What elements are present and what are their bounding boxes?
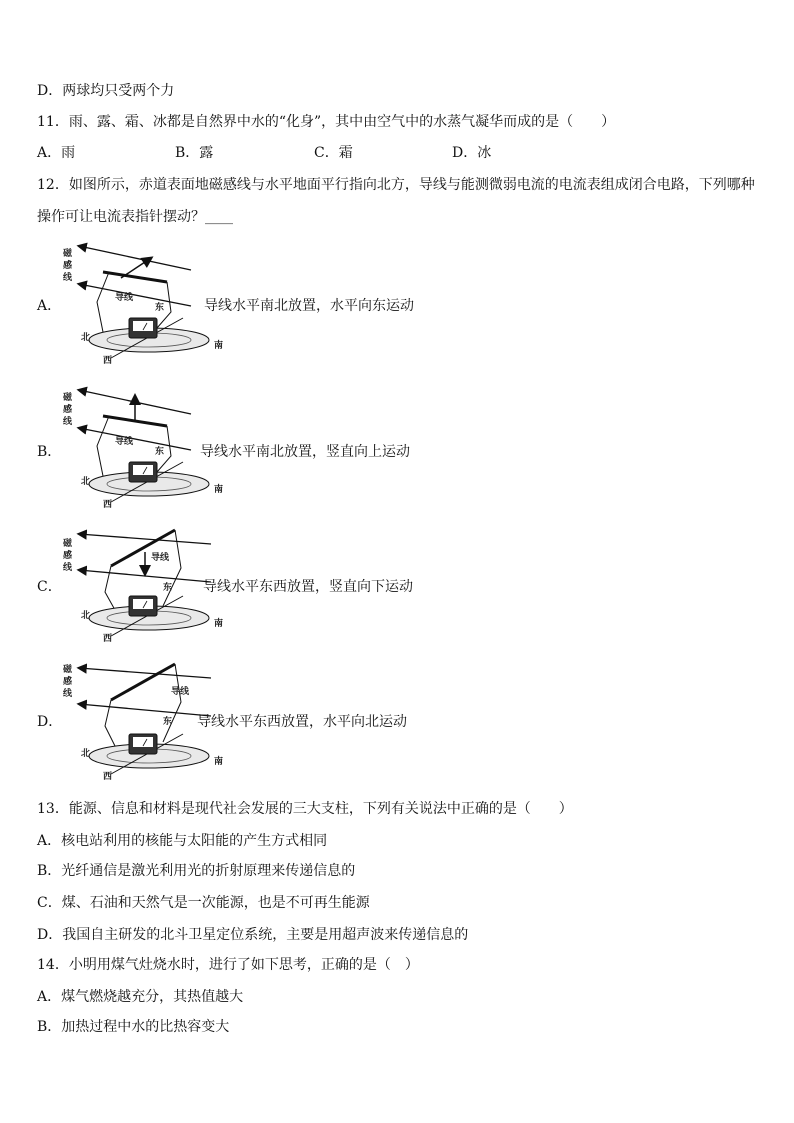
q11-stem: 11．雨、露、霜、冰都是自然界中水的“化身”，其中由空气中的水蒸气凝华而成的是（ ） — [37, 114, 616, 130]
west-label: 西 — [103, 772, 113, 782]
field-label-2: 感 — [63, 677, 73, 687]
ammeter-icon — [129, 596, 157, 616]
q11-option-b: B．露 — [175, 145, 214, 161]
wire-label: 导线 — [171, 687, 190, 697]
lead-wire-left — [97, 416, 109, 476]
q14-stem: 14．小明用煤气灶烧水时，进行了如下思考，正确的是（ ） — [37, 957, 419, 973]
q13-option-a: A．核电站利用的核能与太阳能的产生方式相同 — [37, 833, 328, 849]
field-label-1: 磁 — [63, 249, 73, 259]
q14-option-b: B．加热过程中水的比热容变大 — [37, 1019, 230, 1035]
field-label-3: 线 — [63, 563, 73, 573]
north-label: 北 — [81, 611, 91, 621]
ammeter-icon — [129, 734, 157, 754]
conductor-wire — [103, 272, 167, 282]
wire-label: 导线 — [115, 293, 134, 303]
q13-option-b: B．光纤通信是激光利用光的折射原理来传递信息的 — [37, 863, 356, 879]
field-label-1: 磁 — [63, 665, 73, 675]
q12-stem-line2: 操作可让电流表指针摆动？____ — [37, 209, 233, 225]
field-label-1: 磁 — [63, 393, 73, 403]
ammeter-icon — [129, 318, 157, 338]
ammeter-icon — [129, 462, 157, 482]
west-label: 西 — [103, 356, 113, 366]
q12-option-d-caption: 导线水平东西放置，水平向北运动 — [197, 714, 407, 730]
motion-arrow — [121, 258, 151, 278]
east-label: 东 — [155, 303, 165, 313]
field-label-3: 线 — [63, 417, 73, 427]
q12-option-b — [37, 386, 637, 511]
east-label: 东 — [163, 583, 173, 593]
q12-option-d-letter: D． — [37, 714, 63, 730]
q13-option-c: C．煤、石油和天然气是一次能源，也是不可再生能源 — [37, 895, 370, 911]
q12-option-b-letter: B． — [37, 444, 62, 460]
q13-stem: 13．能源、信息和材料是现代社会发展的三大支柱，下列有关说法中正确的是（ ） — [37, 801, 573, 817]
field-label-2: 感 — [63, 405, 73, 415]
q12-option-c — [37, 522, 637, 647]
q11-option-a: A．雨 — [37, 145, 76, 161]
north-label: 北 — [81, 477, 91, 487]
q11-option-c: C．霜 — [314, 145, 353, 161]
q11-options — [37, 143, 597, 163]
field-label-3: 线 — [63, 273, 73, 283]
west-label: 西 — [103, 634, 113, 644]
south-label: 南 — [214, 619, 224, 629]
field-line-lower — [79, 284, 191, 306]
q12-option-b-caption: 导线水平南北放置，竖直向上运动 — [200, 444, 410, 460]
q11-option-d: D．冰 — [452, 145, 492, 161]
north-label: 北 — [81, 333, 91, 343]
wire-label: 导线 — [115, 437, 134, 447]
field-line-upper — [79, 534, 211, 544]
field-label-2: 感 — [63, 551, 73, 561]
q10-option-d: D．两球均只受两个力 — [37, 83, 175, 99]
field-label-1: 磁 — [63, 539, 73, 549]
q12-option-a-letter: A． — [37, 298, 62, 314]
q13-option-d: D．我国自主研发的北斗卫星定位系统，主要是用超声波来传递信息的 — [37, 927, 469, 943]
q12-option-c-caption: 导线水平东西放置，竖直向下运动 — [203, 579, 413, 595]
q12-option-c-letter: C． — [37, 579, 62, 595]
q14-option-a: A．煤气燃烧越充分，其热值越大 — [37, 989, 244, 1005]
field-line-upper — [79, 668, 211, 678]
field-label-2: 感 — [63, 261, 73, 271]
field-line-lower — [79, 704, 211, 716]
east-label: 东 — [155, 447, 165, 457]
south-label: 南 — [214, 485, 224, 495]
field-line-upper — [79, 246, 191, 270]
east-label: 东 — [163, 717, 173, 727]
south-label: 南 — [214, 757, 224, 767]
field-label-3: 线 — [63, 689, 73, 699]
lead-wire-left — [97, 272, 109, 332]
q12-option-d — [37, 658, 637, 783]
south-label: 南 — [214, 341, 224, 351]
wire-label: 导线 — [151, 553, 170, 563]
q12-option-a — [37, 242, 637, 367]
west-label: 西 — [103, 500, 113, 510]
q12-option-a-caption: 导线水平南北放置，水平向东运动 — [204, 298, 414, 314]
conductor-wire — [111, 664, 175, 700]
q12-stem-line1: 12．如图所示，赤道表面地磁感线与水平地面平行指向北方，导线与能测微弱电流的电流表组成闭合电路，下列哪种 — [37, 177, 755, 193]
field-line-lower — [79, 428, 191, 450]
north-label: 北 — [81, 749, 91, 759]
